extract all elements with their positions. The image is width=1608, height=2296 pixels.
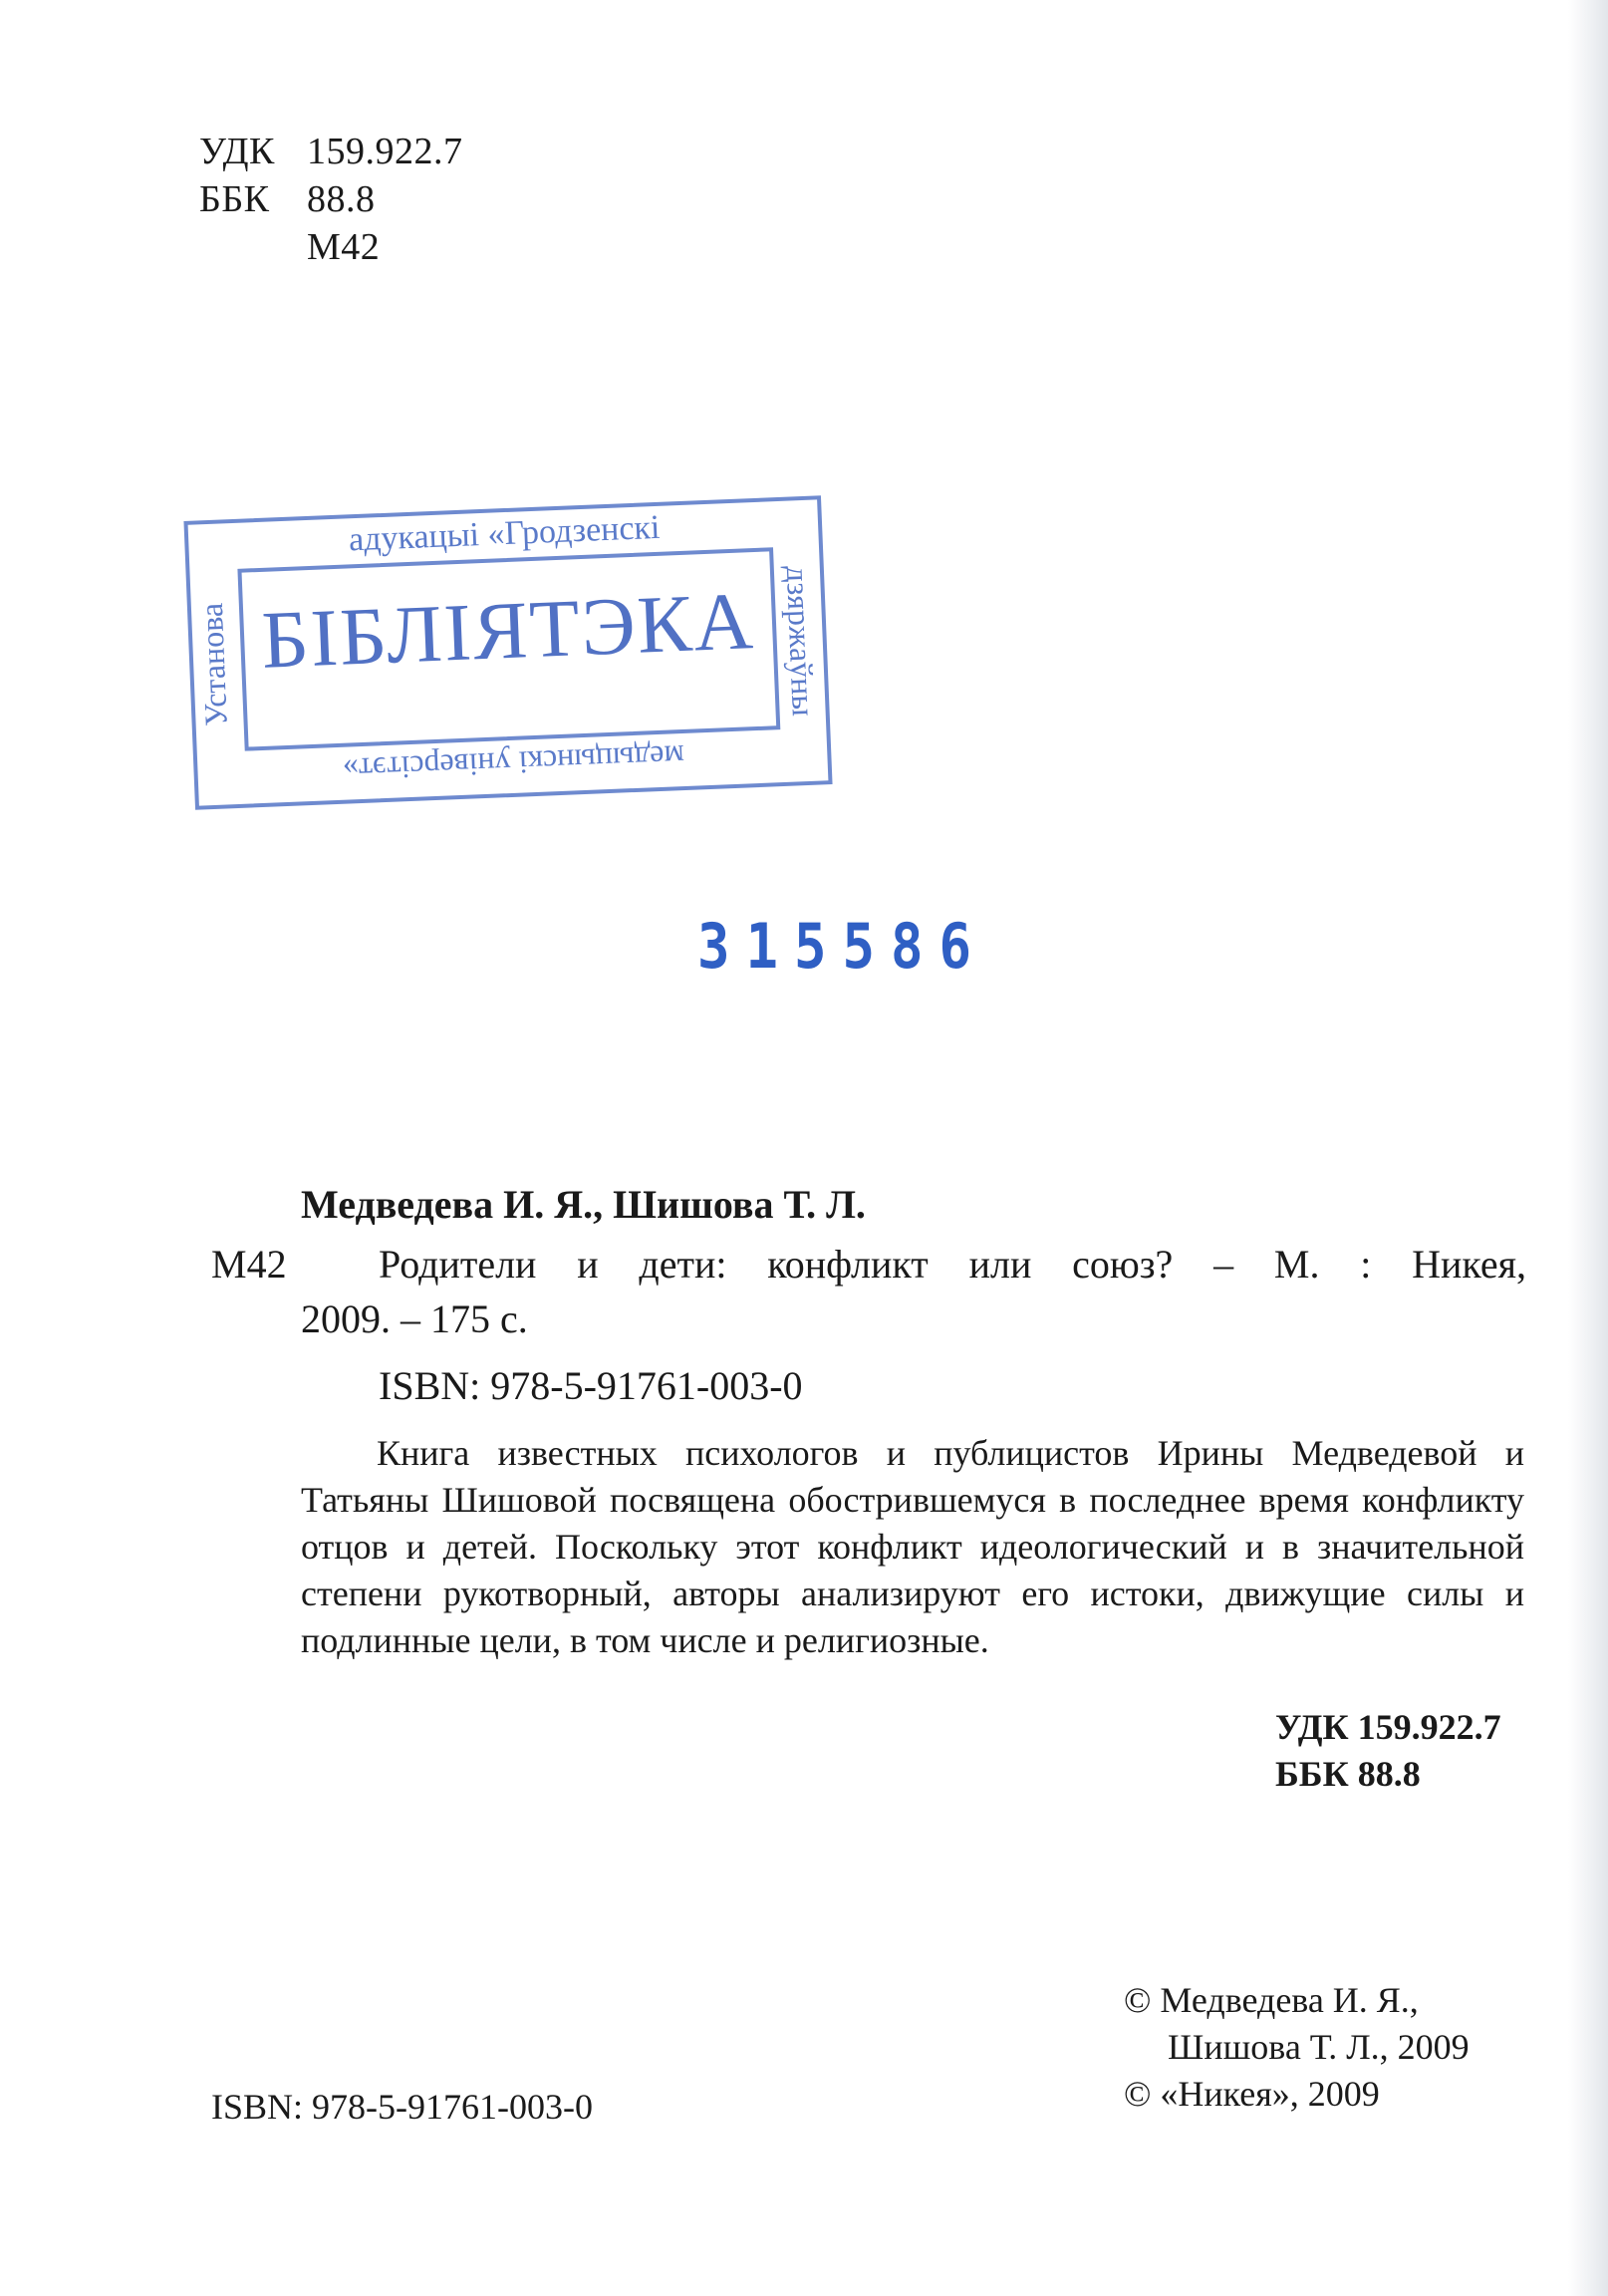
copyright-line-2: Шишова Т. Л., 2009	[1168, 2027, 1470, 2067]
record-isbn: ISBN: 978-5-91761-003-0	[379, 1363, 803, 1408]
udk-line	[199, 128, 463, 175]
stamp-center-text: БІБЛІЯТЭКА	[259, 575, 757, 686]
title-line-2: 2009. – 175 с.	[301, 1296, 528, 1341]
authors-heading: Медведева И. Я., Шишова Т. Л.	[301, 1182, 866, 1227]
copyright-line-3: © «Никея», 2009	[1124, 2074, 1380, 2114]
record-classification	[1275, 1704, 1501, 1798]
library-stamp	[183, 495, 832, 809]
classification-block	[199, 128, 463, 271]
stamp-top-text: адукацыі «Гродзенскі	[348, 508, 662, 559]
bbk-line	[199, 175, 463, 223]
record-author-mark: М42	[211, 1242, 287, 1287]
udk-value: 159.922.7	[307, 131, 463, 172]
record-bbk: ББК 88.8	[1275, 1754, 1421, 1794]
stamp-left-text: Установа	[192, 602, 234, 727]
title-line-1: Родители и дети: конфликт или союз? – М. : Никея,	[379, 1242, 1526, 1287]
page-edge	[1568, 0, 1608, 2296]
stamp-right-text: дзяржаўны	[779, 565, 822, 718]
udk-label: УДК	[199, 131, 275, 172]
stamp-bottom-text: медыцынскі універсітэт»	[342, 738, 685, 788]
bbk-value: 88.8	[307, 178, 376, 220]
record-udk: УДК 159.922.7	[1275, 1707, 1501, 1747]
bbk-label: ББК	[199, 178, 270, 220]
copyright-block	[1124, 1977, 1470, 2118]
author-mark: М42	[307, 226, 381, 268]
author-mark-line	[199, 223, 463, 271]
annotation-text: Книга известных психологов и публицистов Ирины Медведевой и Татьяны Шишовой посвящена обострившемуся в последнее время конфликту отцов и детей. Поскольку этот конфликт идеологический и в значительной степени рукотворный, авторы анализируют его истоки, движущие силы и подлинные цели, в том числе и религиозные.	[301, 1433, 1524, 1660]
copyright-line-1: © Медведева И. Я.,	[1124, 1980, 1419, 2020]
inventory-number: 315586	[697, 910, 988, 983]
bottom-isbn: ISBN: 978-5-91761-003-0	[211, 2087, 593, 2127]
annotation	[301, 1430, 1524, 1664]
